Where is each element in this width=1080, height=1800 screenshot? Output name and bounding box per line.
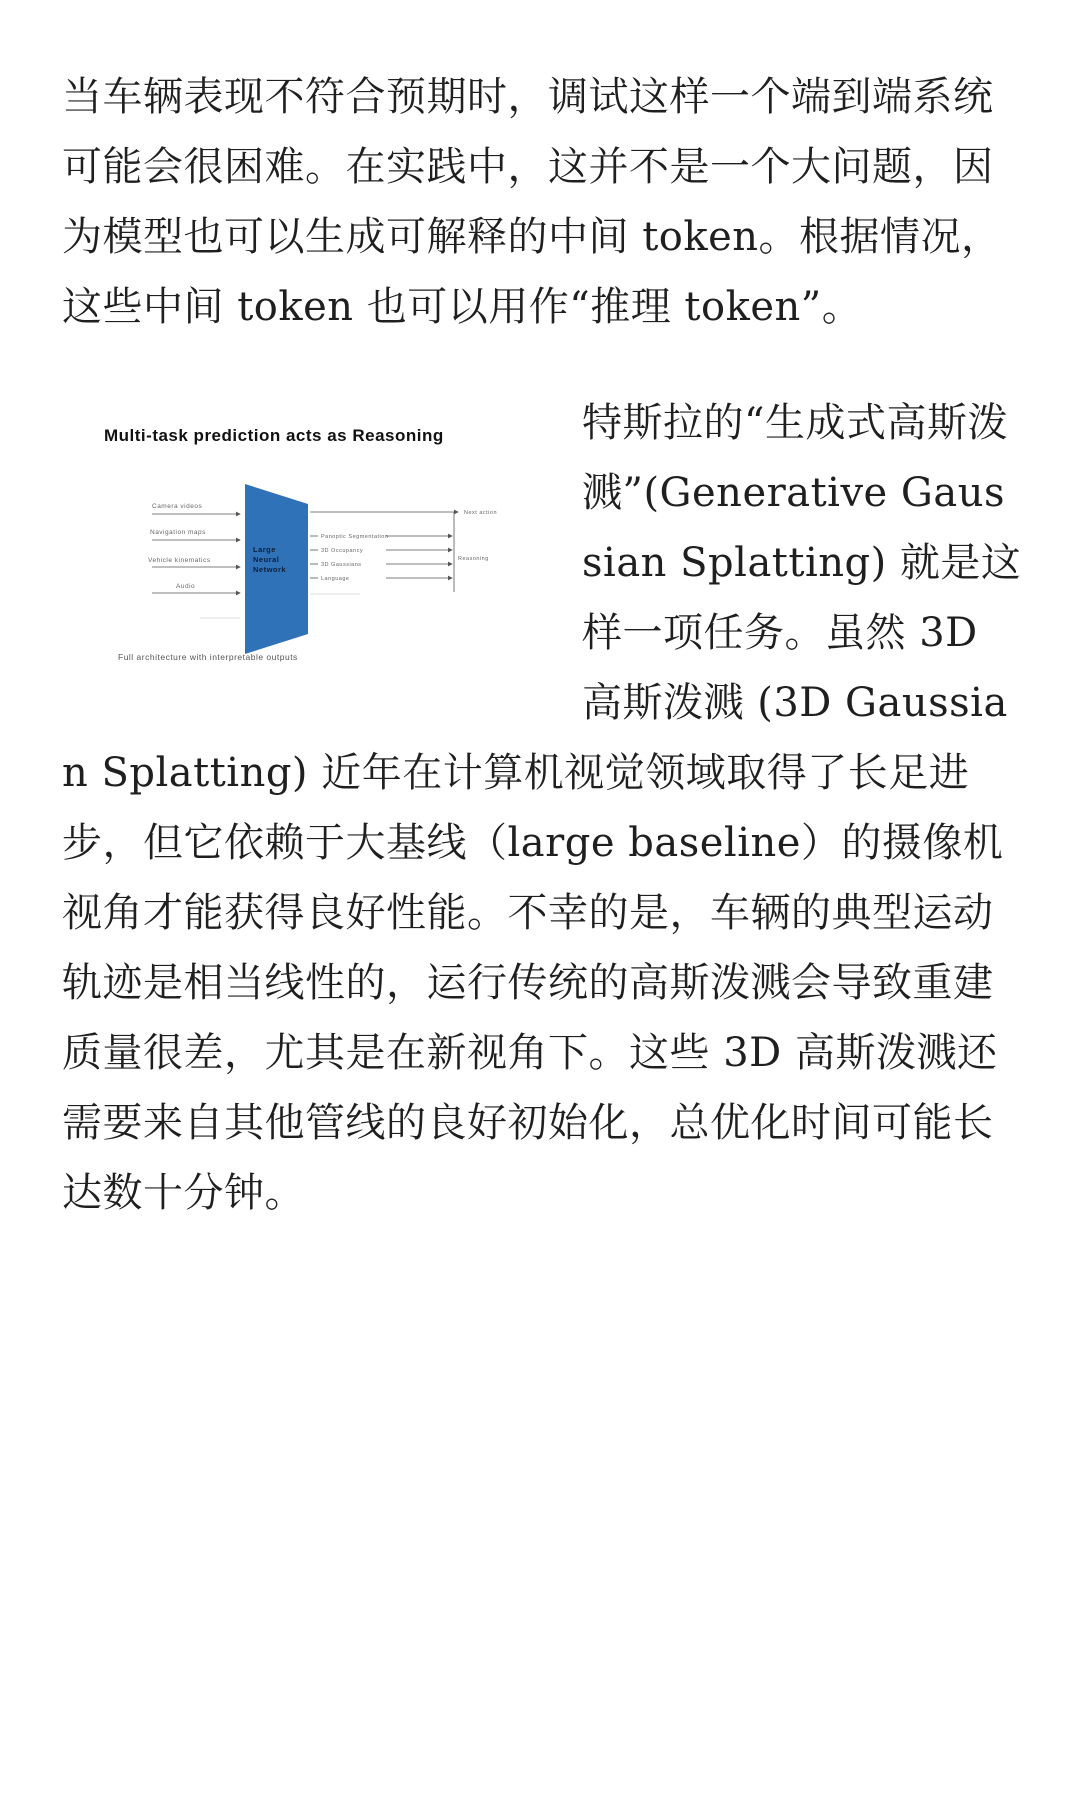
input-label-camera: Camera videos <box>152 503 203 510</box>
output-label-gaussians: 3D Gaussians <box>321 562 362 568</box>
output-label-occupancy: 3D Occupancy <box>321 548 364 554</box>
paragraph-gaussian-splatting-container <box>62 388 1022 1228</box>
next-action-label: Next action <box>464 510 498 516</box>
architecture-diagram <box>60 396 560 676</box>
network-label-line-2: Neural <box>253 555 280 564</box>
figure-caption: Full architecture with interpretable outputs <box>118 652 298 662</box>
paragraph-debugging: 当车辆表现不符合预期时，调试这样一个端到端系统可能会很困难。在实践中，这并不是一个大问题，因为模型也可以生成可解释的中间 token。根据情况，这些中间 token 也可以用作“推理 token”。 <box>62 74 1002 330</box>
output-label-language: Language <box>321 576 350 582</box>
paragraph-gaussian-splatting: 特斯拉的“生成式高斯泼溅”(Generative Gaussian Splatting) 就是这样一项任务。虽然 3D 高斯泼溅 (3D Gaussian Splatting) 近年在计算机视觉领域取得了长足进步，但它依赖于大基线（large baseline）的摄像机视角才能获得良好性能。不幸的是，车辆的典型运动轨迹是相当线性的，运行传统的高斯泼溅会导致重建质量很差，尤其是在新视角下。这些 3D 高斯泼溅还需要来自其他管线的良好初始化，总优化时间可能长达数十分钟。 <box>62 400 1022 1216</box>
output-label-panoptic: Panoptic Segmentation <box>321 534 389 540</box>
article <box>62 62 1022 1228</box>
network-label-line-1: Large <box>253 545 276 554</box>
figure-title: Multi-task prediction acts as Reasoning <box>104 426 444 445</box>
reasoning-label: Reasoning <box>458 556 489 562</box>
input-label-navigation: Navigation maps <box>150 529 206 536</box>
input-label-audio: Audio <box>176 583 196 590</box>
network-label-line-3: Network <box>253 565 287 574</box>
architecture-figure <box>60 396 560 676</box>
input-label-kinematics: Vehicle kinematics <box>148 557 211 564</box>
